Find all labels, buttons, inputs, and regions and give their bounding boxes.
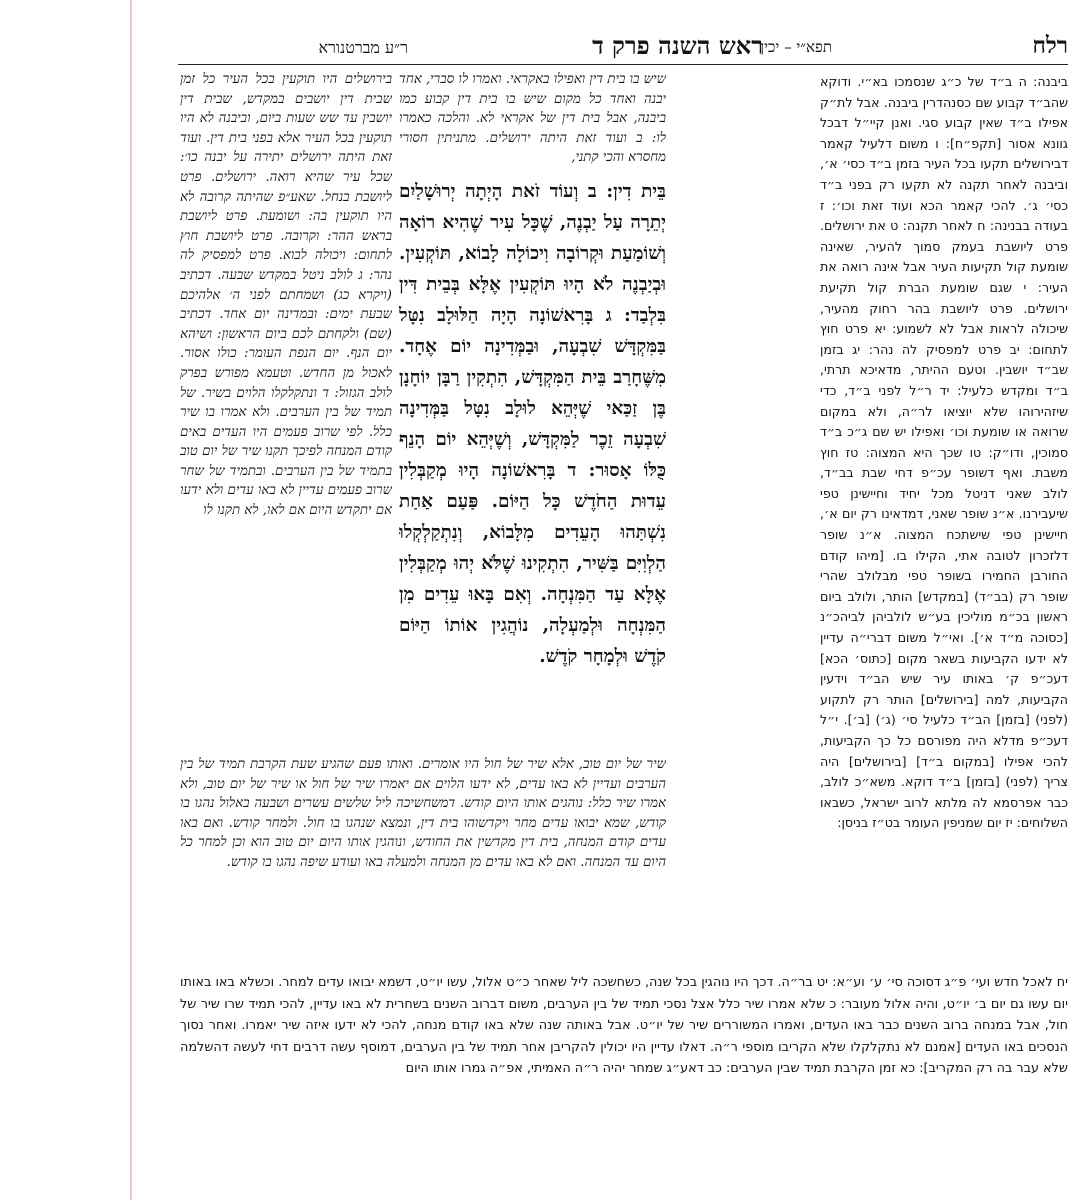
mishnah-text: בֵּית דִין: ב וְעוֹד זֹאת הָיְתָה יְרוּשָׁלַיִם יְתֵרָה עַל יַבְנֶה, שֶׁכָּל עִיר שֶׁהִיא רוֹאָה וְשׁוֹמַעַת וּקְרוֹבָה וִיכוֹלָה לָבוֹא, תּוֹקְעִין. וּבְיַבְנֶה לֹא הָיוּ תּוֹקְעִין אֶלָּא בְּבֵית דִּין בִּלְבַד: ג בָּרִאשׁוֹנָה הָיָה הַלּוּלָב נִטָּל בַּמִּקְדָּשׁ שִׁבְעָה, וּבַמְּדִינָה יוֹם אֶחָד. מִשֶּׁחָרַב בֵּית הַמִּקְדָּשׁ, הִתְקִין רַבָּן יוֹחָנָן בֶּן זַכַּאי שֶׁיְּהֵא לוּלָב נִטָּל בַּמְּדִינָה שִׁבְעָה זֵכֶר לַמִּקְדָּשׁ, וְשֶׁיְּהֵא יוֹם הָנֵף כֻּלּוֹ אָסוּר: ד בָּרִאשׁוֹנָה הָיוּ מְקַבְּלִין עֵדוּת הַחֹדֶשׁ כָּל הַיּוֹם. פַּעַם אַחַת נִשְׁתַּהוּ הָעֵדִים מִלָּבוֹא, וְנִתְקַלְקְלוּ הַלְוִיִּם בַּשִּׁיר, הִתְקִינוּ שֶׁלֹּא יְהוּ מְקַבְּלִין אֶלָּא עַד הַמִּנְחָה. וְאִם בָּאוּ עֵדִים מִן הַמִּנְחָה וּלְמַעְלָה, נוֹהֲגִין אוֹתוֹ הַיּוֹם קֹדֶשׁ וּלְמָחָר קֹדֶשׁ. — [399, 181, 666, 667]
bartenura-top-text: שיש בו בית דין ואפילו באקראי. ואמרו לו סברי, אחד יבנה ואחד כל מקום שיש בו בית דין קבוע כמו ביבנה, אבל בית דין של אקראי לא. והלכה כאמרו לו: ב ועוד זאת היתה ירושלים. מתניתין חסורי מחסרא והכי קתני, — [399, 72, 666, 166]
tiferet-commentary-text: ביבנה: ה ב״ד של כ״ג שנסמכו בא״י. ודוקא שהב״ד קבוע שם כסנהדרין ביבנה. אבל לת״ק אפילו ב״ד שאין קבוע סגי. ואנן קיי״ל דבכל גוונא אסור [תקפ״ח]: ו משום דלעיל קאמר דבירושלים תקעו בכל העיר בזמן ב״ד כסי׳ א׳, וביבנה לאחר תקנה לא תקעו רק בפני ב״ד כסי׳ ג׳. להכי קאמר הכא ועוד זאת וכו׳: ז בעודה בבנינה: ח לאחר תקנה: ט את ירושלים. פרט ליושבת בעמק סמוך להעיר, שאינה שומעת קול תקיעות העיר אבל אינה רואה את העיר: י שגם שומעת הברת קול תקיעת ירושלים. פרט ליושבת בהר רחוק מהעיר, שיכולה לראות אבל לא לשמוע: יא פרט חוץ לתחום: יב פרט למפסיק לה נהר: יג בזמן שב״ד יושבין. וטעם ההיתר, מדאיכא תרתי, ב״ד ומקדש כלעיל: יד ר״ל לפני ב״ד, כדי שיזהירוהו שלא יוציאו לר״ה, ולא במקום שרואה או שומעת וכו׳ ואפילו יש שם ג״כ ב״ד סמוכין, ודו״ק: טו שכך היא המצוה: טז חוץ משבת. ואף דשופר עכ״פ דחי שבת בב״ד, לולב שאני דניטל מכל יחיד וחיישינן טפי שיעבירנו. א״נ שופר שאני, דמדאינו רק יום א׳, חיישינן טפי שישתכח המצוה. א״נ שופר דלזכרון לטובה אתי, הקילו בו. [מיהו קודם החורבן החמירו בשופר טפי מבלולב שהרי שופר רק (בב״ד) [במקדש] הותר, ולולב ביום ראשון בכ״מ מוליכין בע״ש לולביהן לביהכ״נ [כסוכה מ״ד א׳]. ואי״ל משום דברי״ה עדיין לא ידעו הקביעות בשאר מקום [כתוס׳ הכא] דעכ״פ ק׳ באותו עיר שיש הב״ד וידעין הקביעות, למה [בירושלים] הותר רק לתקוע (לפני) [בזמן] הב״ד כלעיל סי׳ (ג׳) [ב׳]. י״ל דעכ״פ מדלא היה מפורסם כל כך הקביעות, להכי אפילו [במקום ב״ד] [בירושלים] היה צריך (לפני) [בזמן] ב״ד דוקא. משא״כ לולב, כבר אפרסמא לה מלתא לרוב ישראל, כשבאו השלוחים: יז יום שמניפין העומר בט״ז בניסן: — [820, 74, 1068, 831]
bartenura-top-block — [399, 70, 666, 166]
bartenura-bottom-block — [180, 755, 666, 960]
bartenura-left-column — [180, 70, 392, 754]
header-divider — [178, 64, 1068, 65]
page-title: ראש השנה פרק ד — [592, 31, 763, 60]
mishnah-column — [399, 176, 666, 754]
bartenura-left-text: בירושלים היו תוקעין בכל העיר כל זמן שבית דין יושבים במקדש, שבית דין יושבין עד שש שעות ביום, וביבנה לא היו תוקעין בכל העיר אלא בפני בית דין. ועוד זאת היתה ירושלים יתירה על יבנה כו׳: שכל עיר שהיא רואה. ירושלים. פרט ליושבת בנחל. שאע״פ שהיתה קרובה לא היו תוקעין בה: ושומעת. פרט ליושבת בראש ההר: וקרובה. פרט ליושבת חוץ לתחום: ויכולה לבוא. פרט למפסיק לה נהר: ג לולב ניטל במקדש שבעה. דכתיב (ויקרא כג) ושמחתם לפני ה׳ אלהיכם שבעת ימים: ובמדינה יום אחד. דכתיב (שם) ולקחתם לכם ביום הראשון: ושיהא יום הנף. יום הנפת העומר: כולו אסור. לאכול מן החדש. וטעמא מפורש בפרק לולב הגזול: ד ונתקלקלו הלוים בשיר. של תמיד של בין הערבים. ולא אמרו בו שיר כלל. לפי שרוב פעמים היו העדים באים קודם המנחה לפיכך תקנו שיר של יום טוב בתמיד של בין הערבים. ובתמיד של שחר שרוב פעמים עדיין לא באו עדים ולא ידעו אם יתקדש היום אם לאו, לא תקנו לו — [180, 72, 392, 519]
page-edge-line — [130, 0, 132, 1200]
header-bartenura-label: ר״ע מברטנורא — [318, 38, 408, 57]
page-number: רלח — [1032, 32, 1068, 59]
header-tiferet-label: תפא״י – יכין — [760, 38, 832, 56]
footer-commentary — [180, 972, 1068, 1122]
page-header — [178, 30, 1068, 64]
tiferet-yisrael-column — [820, 72, 1068, 960]
footer-commentary-text: יח לאכל חדש ועי׳ פ״ג דסוכה סי׳ ע׳ וע״א: יט בר״ה. דכך היו נוהגין בכל שנה, כשחשכה ליל שאחר כ״ט אלול, עשו יו״ט, דשמא יבואו עדים למחר. וכשלא באו באותו יום עשו גם יום ב׳ יו״ט, והיה אלול מעובר: כ שלא אמרו שיר כלל אצל נסכי תמיד של בין הערבים, משום דברוב השנים בשחרית לא באו עדיין, להכי תמיד שרו שיר של חול, אבל במנחה ברוב השנים כבר באו העדים, ואמרו המשוררים שיר של יו״ט. אבל באותה שנה שלא באו קודם מנחה, להכי לא ידעו איזה שיר יאמרו. ואחר נסוך הנסכים באו העדים [אמנם לא נתקלקלו שלא הקריבו מוספי ר״ה. דאלו עדיין היו יכולין להקריבן אחר תמיד של בין הערבים, דמוסף עשה דרבים דחי לעשה דהשלמה שלא עבר בה רק המקריב]: כא זמן הקרבת תמיד שבין הערבים: כב דאע״ג שמחר יהיה ר״ה האמיתי, אפ״ה גמרו אותו היום — [180, 975, 1068, 1077]
bartenura-bottom-text: שיר של יום טוב, אלא שיר של חול היו אומרים. ואותו פעם שהגיע שעת הקרבת תמיד של בין הערבים ועדיין לא באו עדים, לא ידעו הלוים אם יאמרו שיר של חול או שיר של יום טוב, ולא אמרו שיר כלל: נוהגים אותו היום קודש. דמשחשיכה ליל שלשים עשרים ושבעה באלול נהגו בו קודש, שמא יבואו עדים מחר ויקדשוהו בית דין, ונמצא שנהגו בו חול. ולמחר קודש. ואם באו עדים קודם המנחה, בית דין מקדשין את החודש, ונוהגין אותו היום יום טוב הוא וכן למחר כל היום עד המנחה. ואם לא באו עדים מן המנחה ולמעלה באו ועודע שיפה נהגו בו קודש. — [180, 757, 666, 870]
